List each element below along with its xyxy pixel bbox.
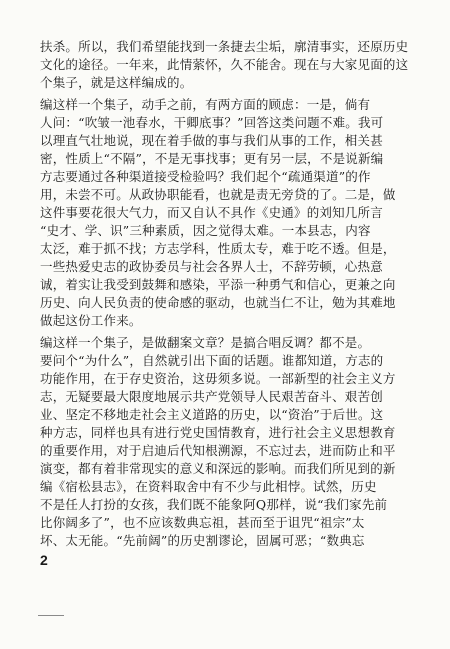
text-line: 演变，都有着非常现实的意义和深远的影响。而我们所见到的新 (40, 461, 396, 476)
text-line: 个集子，就是这样编成的。 (40, 75, 193, 90)
text-line: 用，未尝不可。从政协职能看，也就是责无旁贷的了。二是，做 (40, 187, 396, 202)
text-line: 一些热爱史志的政协委员与社会各界人士，不辞劳顿，心热意 (40, 259, 383, 274)
text-line: 的重要作用，对于启迪后代知根溯源，不忘过去，进而防止和平 (40, 443, 396, 458)
text-line: 做起这份工作来。 (40, 313, 142, 328)
text-line: 这件事要花很大气力，而又自认不具作《史通》的刘知几所言 (40, 205, 383, 220)
text-line: 不是任人打扮的女孩，我们既不能象阿Q那样，说“我们家先前 (40, 497, 388, 512)
text-line: 编这样一个集子，动手之前，有两方面的顾虑：一是，倘有 (40, 97, 371, 112)
text-line: 比你阔多了”，也不应该数典忘祖，甚而至于诅咒“祖宗”太 (40, 515, 365, 530)
text-line: 太泛，难于抓不找；方志学科，性质太专，难于吃不透。但是， (40, 241, 396, 256)
text-line: 文化的途径。一年来，此情萦怀，久不能舍。现在与大家见面的这 (40, 57, 409, 72)
page-number: 2 (40, 552, 48, 568)
footer-rule (38, 615, 64, 616)
text-line: 密，性质上“不隔”，不是无事找事；更有另一层，不是说新编 (40, 151, 384, 166)
text-line: 要问个“为什么”，自然就引出下面的话题。谁都知道，方志的 (40, 353, 384, 368)
text-line: 编这样一个集子，是做翻案文章？是搞合唱反调？都不是。 (40, 335, 371, 350)
text-line: 方志要通过各种渠道接受检验吗？我们起个“疏通渠道”的作 (40, 169, 371, 184)
text-line: 业、坚定不移地走社会主义道路的历史，以“资治”于后世。这 (40, 407, 384, 422)
text-line: 诚，着实让我受到鼓舞和感染，平添一种勇气和信心，更兼之向 (40, 277, 396, 292)
text-line: 人问：“吹皱一池春水，干卿底事？”回答这类问题不难。我可 (40, 115, 384, 130)
text-line: 扶杀。所以，我们希望能找到一条捷去尘垢，廓清事实，还原历史 (40, 39, 409, 54)
text-line: 功能作用，在于存史资治，这毋须多说。一部新型的社会主义方 (40, 371, 396, 386)
text-line: 历史、向人民负责的使命感的驱动，也就当仁不让，勉为其难地 (40, 295, 396, 310)
text-line: 种方志，同样也具有进行党史国情教育，进行社会主义思想教育 (40, 425, 396, 440)
text-line: 志，无疑要最大限度地展示共产党领导人民艰苦奋斗、艰苦创 (40, 389, 383, 404)
text-line: 坏、太无能。“先前阔”的历史割谬论，固属可恶；“数典忘 (40, 533, 365, 548)
text-line: 以理直气壮地说，现在着手做的事与我们从事的工作，相关甚 (40, 133, 383, 148)
text-line: “史才、学、识”三种素质，因之觉得太难。一本县志，内容 (40, 223, 371, 238)
text-line: 编《宿松县志》，在资料取舍中有不少与此相悖。试然，历史 (40, 479, 377, 494)
